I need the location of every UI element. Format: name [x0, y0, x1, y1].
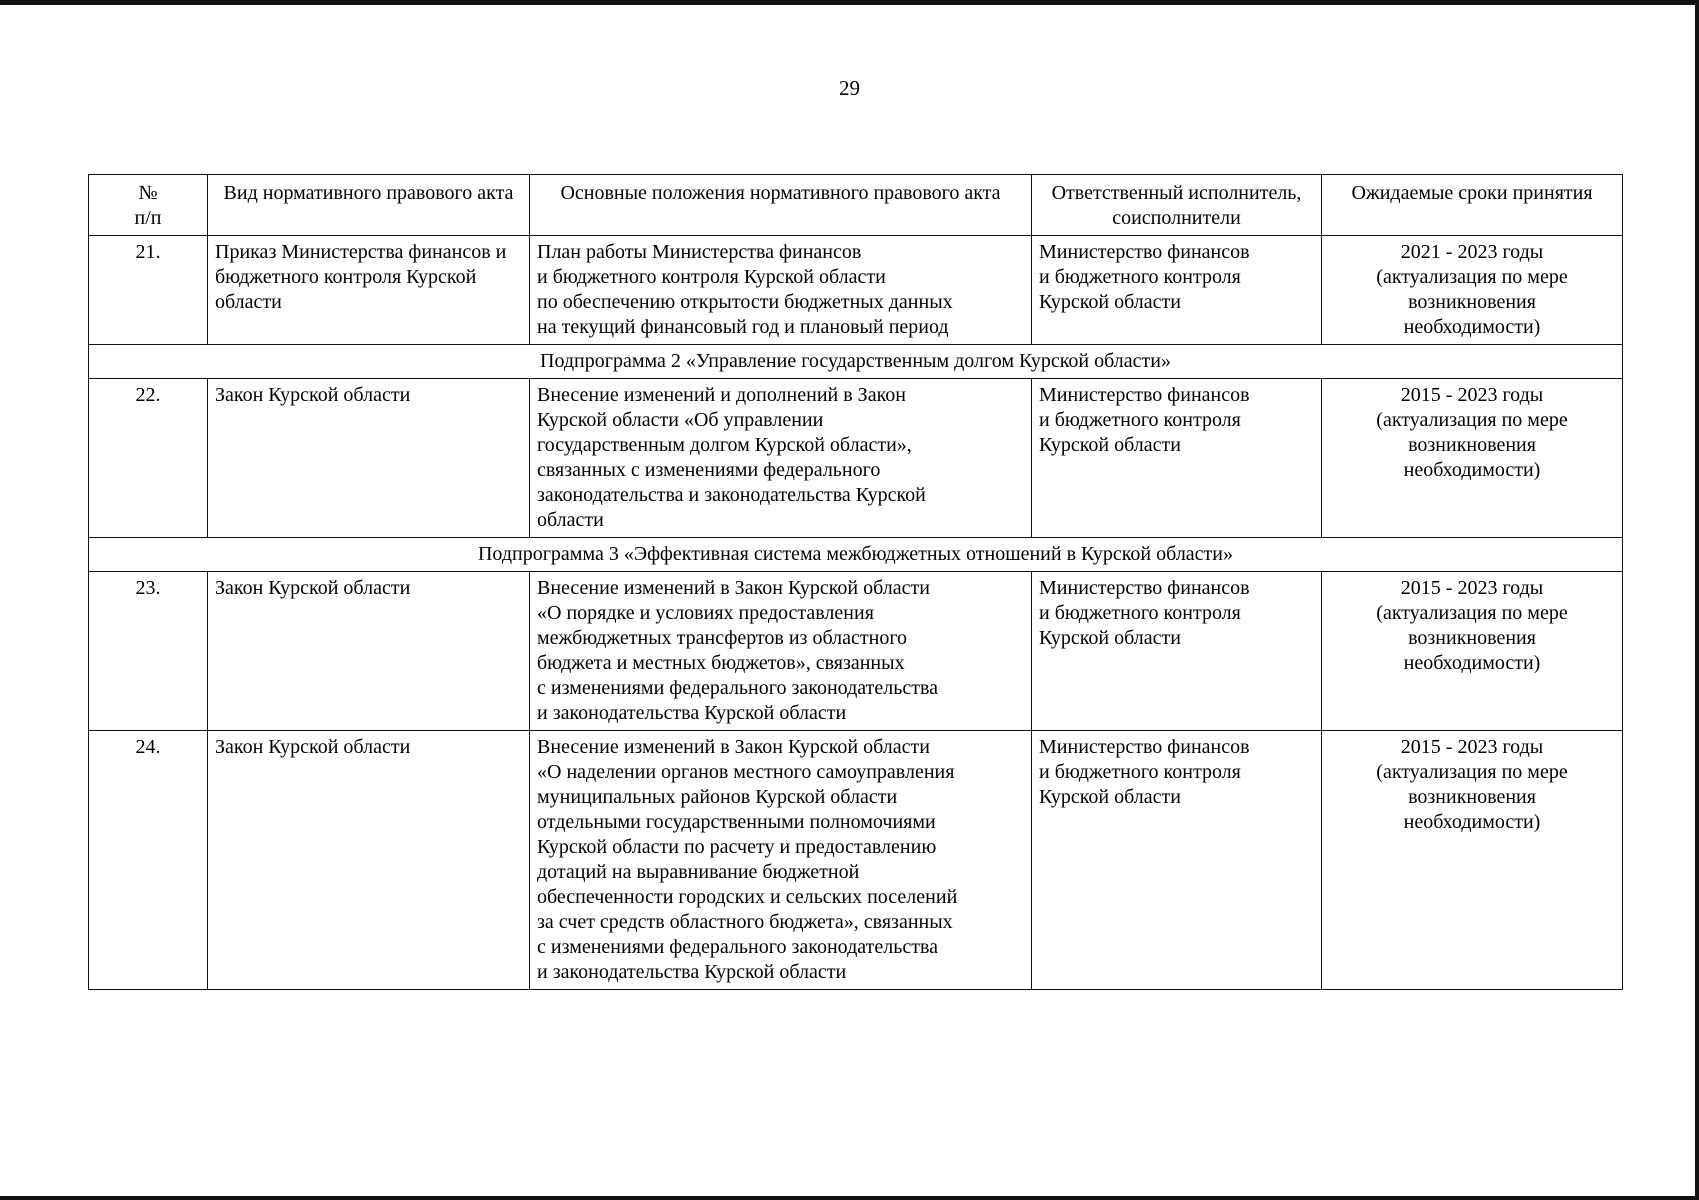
- act-content-line: обеспеченности городских и сельских поселений: [537, 886, 958, 908]
- act-content-line: государственным долгом Курской области»,: [537, 434, 912, 456]
- executor-line: и бюджетного контроля: [1039, 409, 1241, 431]
- term-line: необходимости): [1403, 811, 1541, 833]
- executor: [1032, 572, 1322, 731]
- executor-line: Курской области: [1039, 786, 1181, 808]
- act-content-line: и бюджетного контроля Курской области: [537, 266, 886, 288]
- act-type: Закон Курской области: [208, 731, 530, 990]
- act-content-line: Курской области «Об управлении: [537, 409, 824, 431]
- executor-line: и бюджетного контроля: [1039, 602, 1241, 624]
- header-act-type: Вид нормативного правового акта: [208, 175, 530, 236]
- subprogram-title: Подпрограмма 2 «Управление государственным долгом Курской области»: [89, 345, 1623, 379]
- act-content-line: Внесение изменений в Закон Курской области: [537, 577, 930, 599]
- act-content-line: Внесение изменений в Закон Курской области: [537, 736, 930, 758]
- header-term: Ожидаемые сроки принятия: [1322, 175, 1623, 236]
- act-content-line: на текущий финансовый год и плановый период: [537, 316, 949, 338]
- act-content: [530, 379, 1032, 538]
- term-line: (актуализация по мере: [1376, 602, 1568, 624]
- executor-line: Министерство финансов: [1039, 241, 1250, 263]
- table-row: [89, 572, 1623, 731]
- term: [1322, 572, 1623, 731]
- act-content-line: с изменениями федерального законодательства: [537, 936, 938, 958]
- act-content-line: План работы Министерства финансов: [537, 241, 862, 263]
- act-content-line: дотаций на выравнивание бюджетной: [537, 861, 860, 883]
- executor-line: Курской области: [1039, 291, 1181, 313]
- executor: [1032, 731, 1322, 990]
- executor-line: Министерство финансов: [1039, 384, 1250, 406]
- act-content: [530, 731, 1032, 990]
- act-content-line: Внесение изменений и дополнений в Закон: [537, 384, 906, 406]
- subprogram-title: Подпрограмма 3 «Эффективная система межбюджетных отношений в Курской области»: [89, 538, 1623, 572]
- act-content-line: по обеспечению открытости бюджетных данных: [537, 291, 953, 313]
- subprogram-row: [89, 345, 1623, 379]
- act-type: Приказ Министерства финансов и бюджетного контроля Курской области: [208, 236, 530, 345]
- scan-edge-right: [1695, 0, 1699, 1200]
- term-line: возникновения: [1408, 434, 1536, 456]
- executor-line: Курской области: [1039, 627, 1181, 649]
- term-line: 2021 - 2023 годы: [1400, 241, 1544, 263]
- legal-acts-table: [88, 174, 1623, 990]
- executor-line: Министерство финансов: [1039, 736, 1250, 758]
- act-content-line: «О наделении органов местного самоуправления: [537, 761, 955, 783]
- act-content-line: «О порядке и условиях предоставления: [537, 602, 874, 624]
- term-line: 2015 - 2023 годы: [1400, 577, 1544, 599]
- term: [1322, 236, 1623, 345]
- subprogram-row: [89, 538, 1623, 572]
- executor-line: и бюджетного контроля: [1039, 761, 1241, 783]
- act-content-line: и законодательства Курской области: [537, 961, 847, 983]
- term-line: (актуализация по мере: [1376, 266, 1568, 288]
- row-number: 24.: [89, 731, 208, 990]
- term-line: 2015 - 2023 годы: [1400, 384, 1544, 406]
- table-row: [89, 731, 1623, 990]
- row-number: 23.: [89, 572, 208, 731]
- act-content-line: за счет средств областного бюджета», связанных: [537, 911, 953, 933]
- scan-edge-bottom: [0, 1196, 1699, 1200]
- row-number: 21.: [89, 236, 208, 345]
- term-line: (актуализация по мере: [1376, 761, 1568, 783]
- act-content-line: законодательства и законодательства Курской: [537, 484, 926, 506]
- table-row: [89, 236, 1623, 345]
- act-content-line: межбюджетных трансфертов из областного: [537, 627, 908, 649]
- executor-line: Министерство финансов: [1039, 577, 1250, 599]
- header-executor: Ответственный исполнитель, соисполнители: [1032, 175, 1322, 236]
- act-content-line: Курской области по расчету и предоставлению: [537, 836, 937, 858]
- term-line: возникновения: [1408, 291, 1536, 313]
- executor-line: Курской области: [1039, 434, 1181, 456]
- page-number: 29: [839, 76, 860, 100]
- executor: [1032, 236, 1322, 345]
- table-body: [89, 236, 1623, 990]
- term-line: 2015 - 2023 годы: [1400, 736, 1544, 758]
- term-line: возникновения: [1408, 786, 1536, 808]
- term-line: необходимости): [1403, 652, 1541, 674]
- table-row: [89, 379, 1623, 538]
- term-line: необходимости): [1403, 316, 1541, 338]
- table-header-row: [89, 175, 1623, 236]
- act-content-line: бюджета и местных бюджетов», связанных: [537, 652, 905, 674]
- term: [1322, 379, 1623, 538]
- act-content: [530, 236, 1032, 345]
- act-content-line: отдельными государственными полномочиями: [537, 811, 936, 833]
- act-content-line: области: [537, 509, 604, 531]
- act-type: Закон Курской области: [208, 379, 530, 538]
- term: [1322, 731, 1623, 990]
- term-line: необходимости): [1403, 459, 1541, 481]
- executor-line: и бюджетного контроля: [1039, 266, 1241, 288]
- term-line: (актуализация по мере: [1376, 409, 1568, 431]
- act-content-line: и законодательства Курской области: [537, 702, 847, 724]
- header-act-content: Основные положения нормативного правового акта: [530, 175, 1032, 236]
- term-line: возникновения: [1408, 627, 1536, 649]
- act-content-line: муниципальных районов Курской области: [537, 786, 898, 808]
- executor: [1032, 379, 1322, 538]
- act-content-line: с изменениями федерального законодательства: [537, 677, 938, 699]
- row-number: 22.: [89, 379, 208, 538]
- scan-edge-top: [0, 0, 1699, 5]
- header-number: № п/п: [89, 175, 208, 236]
- act-type: Закон Курской области: [208, 572, 530, 731]
- act-content: [530, 572, 1032, 731]
- act-content-line: связанных с изменениями федерального: [537, 459, 881, 481]
